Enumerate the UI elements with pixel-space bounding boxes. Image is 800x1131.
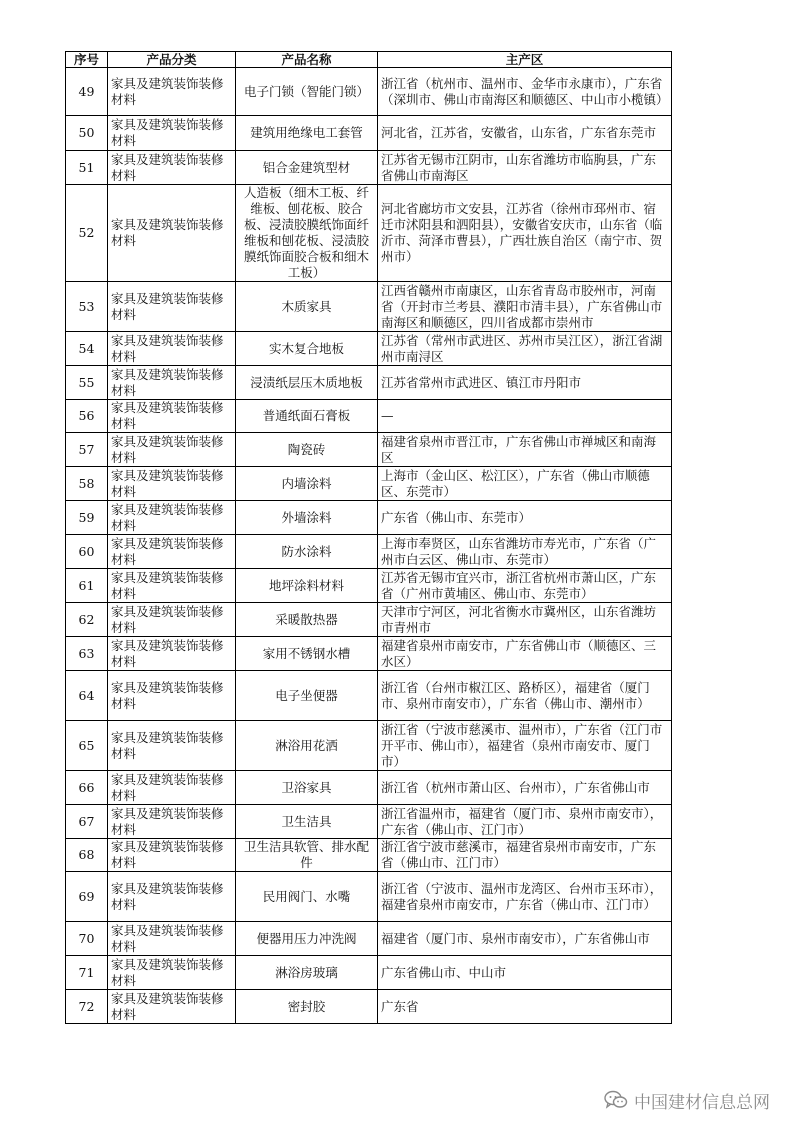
cell-no: 55 [66, 366, 108, 400]
watermark [604, 1087, 770, 1113]
cell-no: 70 [66, 922, 108, 956]
cell-no: 50 [66, 116, 108, 151]
table-row [66, 185, 672, 282]
table-row [66, 637, 672, 671]
cell-no: 72 [66, 990, 108, 1024]
cell-area: 浙江省（杭州市萧山区、台州市），广东省佛山市 [378, 771, 672, 805]
cell-category: 家具及建筑装饰装修材料 [108, 400, 236, 433]
cell-name: 浸渍纸层压木质地板 [236, 366, 378, 400]
cell-name: 民用阀门、水嘴 [236, 872, 378, 922]
header-no: 序号 [66, 52, 108, 68]
table-header-row [66, 52, 672, 68]
cell-no: 49 [66, 68, 108, 116]
cell-name: 陶瓷砖 [236, 433, 378, 467]
table-row [66, 535, 672, 569]
cell-area: 浙江省（宁波市、温州市龙湾区、台州市玉环市），福建省泉州市南安市，广东省（佛山市、江门市） [378, 872, 672, 922]
cell-name: 外墙涂料 [236, 501, 378, 535]
cell-no: 59 [66, 501, 108, 535]
cell-category: 家具及建筑装饰装修材料 [108, 839, 236, 872]
cell-area: 福建省泉州市南安市，广东省佛山市（顺德区、三水区） [378, 637, 672, 671]
cell-area: 江苏省（常州市武进区、苏州市吴江区），浙江省湖州市南浔区 [378, 332, 672, 366]
cell-area: 上海市（金山区、松江区），广东省（佛山市顺德区、东莞市） [378, 467, 672, 501]
cell-category: 家具及建筑装饰装修材料 [108, 185, 236, 282]
table-row [66, 603, 672, 637]
cell-name: 人造板（细木工板、纤维板、刨花板、胶合板、浸渍胶膜纸饰面纤维板和刨花板、浸渍胶膜纸饰面胶合板和细木工板） [236, 185, 378, 282]
cell-area: 浙江省（台州市椒江区、路桥区），福建省（厦门市、泉州市南安市），广东省（佛山市、潮州市） [378, 671, 672, 721]
cell-category: 家具及建筑装饰装修材料 [108, 501, 236, 535]
cell-category: 家具及建筑装饰装修材料 [108, 805, 236, 839]
cell-name: 淋浴房玻璃 [236, 956, 378, 990]
table-row [66, 282, 672, 332]
cell-no: 63 [66, 637, 108, 671]
cell-area: 广东省 [378, 990, 672, 1024]
cell-name: 密封胶 [236, 990, 378, 1024]
cell-no: 54 [66, 332, 108, 366]
table-row [66, 501, 672, 535]
cell-name: 家用不锈钢水槽 [236, 637, 378, 671]
table-row [66, 116, 672, 151]
table-row [66, 332, 672, 366]
table-row [66, 671, 672, 721]
cell-category: 家具及建筑装饰装修材料 [108, 535, 236, 569]
cell-category: 家具及建筑装饰装修材料 [108, 671, 236, 721]
header-category: 产品分类 [108, 52, 236, 68]
product-table [65, 51, 672, 1024]
cell-name: 地坪涂料材料 [236, 569, 378, 603]
table-body [66, 68, 672, 1024]
cell-category: 家具及建筑装饰装修材料 [108, 569, 236, 603]
cell-area: 福建省（厦门市、泉州市南安市），广东省佛山市 [378, 922, 672, 956]
cell-no: 60 [66, 535, 108, 569]
cell-name: 防水涂料 [236, 535, 378, 569]
table-row [66, 839, 672, 872]
cell-name: 木质家具 [236, 282, 378, 332]
cell-category: 家具及建筑装饰装修材料 [108, 332, 236, 366]
cell-area: 浙江省（杭州市、温州市、金华市永康市），广东省（深圳市、佛山市南海区和顺德区、中山市小榄镇） [378, 68, 672, 116]
header-name: 产品名称 [236, 52, 378, 68]
cell-no: 69 [66, 872, 108, 922]
cell-name: 普通纸面石膏板 [236, 400, 378, 433]
cell-name: 内墙涂料 [236, 467, 378, 501]
table-row [66, 433, 672, 467]
cell-no: 64 [66, 671, 108, 721]
cell-name: 淋浴用花洒 [236, 721, 378, 771]
table-row [66, 805, 672, 839]
cell-area: — [378, 400, 672, 433]
cell-category: 家具及建筑装饰装修材料 [108, 68, 236, 116]
table-row [66, 922, 672, 956]
table-row [66, 400, 672, 433]
table-row [66, 990, 672, 1024]
cell-area: 江苏省无锡市宜兴市，浙江省杭州市萧山区，广东省（广州市黄埔区、佛山市、东莞市） [378, 569, 672, 603]
table-row [66, 151, 672, 185]
cell-area: 浙江省温州市，福建省（厦门市、泉州市南安市），广东省（佛山市、江门市） [378, 805, 672, 839]
cell-category: 家具及建筑装饰装修材料 [108, 637, 236, 671]
cell-category: 家具及建筑装饰装修材料 [108, 282, 236, 332]
cell-area: 广东省佛山市、中山市 [378, 956, 672, 990]
cell-area: 广东省（佛山市、东莞市） [378, 501, 672, 535]
watermark-text: 中国建材信息总网 [634, 1092, 770, 1113]
cell-name: 卫生洁具软管、排水配件 [236, 839, 378, 872]
cell-area: 浙江省（宁波市慈溪市、温州市），广东省（江门市开平市、佛山市），福建省（泉州市南安市、厦门市） [378, 721, 672, 771]
cell-no: 57 [66, 433, 108, 467]
cell-name: 铝合金建筑型材 [236, 151, 378, 185]
cell-area: 上海市奉贤区，山东省潍坊市寿光市，广东省（广州市白云区、佛山市、东莞市） [378, 535, 672, 569]
table-row [66, 956, 672, 990]
cell-no: 58 [66, 467, 108, 501]
header-area: 主产区 [378, 52, 672, 68]
cell-name: 采暖散热器 [236, 603, 378, 637]
cell-category: 家具及建筑装饰装修材料 [108, 151, 236, 185]
table-row [66, 467, 672, 501]
cell-area: 河北省，江苏省，安徽省，山东省，广东省东莞市 [378, 116, 672, 151]
cell-category: 家具及建筑装饰装修材料 [108, 771, 236, 805]
cell-category: 家具及建筑装饰装修材料 [108, 956, 236, 990]
cell-area: 江苏省常州市武进区、镇江市丹阳市 [378, 366, 672, 400]
cell-no: 52 [66, 185, 108, 282]
table-row [66, 872, 672, 922]
cell-area: 河北省廊坊市文安县，江苏省（徐州市邳州市、宿迁市沭阳县和泗阳县），安徽省安庆市，山东省（临沂市、菏泽市曹县），广西壮族自治区（南宁市、贺州市） [378, 185, 672, 282]
wechat-icon [604, 1090, 628, 1110]
table-row [66, 721, 672, 771]
cell-category: 家具及建筑装饰装修材料 [108, 366, 236, 400]
cell-category: 家具及建筑装饰装修材料 [108, 467, 236, 501]
table-row [66, 366, 672, 400]
cell-no: 61 [66, 569, 108, 603]
cell-area: 浙江省宁波市慈溪市，福建省泉州市南安市，广东省（佛山市、江门市） [378, 839, 672, 872]
cell-area: 江苏省无锡市江阴市，山东省潍坊市临朐县，广东省佛山市南海区 [378, 151, 672, 185]
cell-category: 家具及建筑装饰装修材料 [108, 721, 236, 771]
cell-no: 71 [66, 956, 108, 990]
cell-no: 68 [66, 839, 108, 872]
cell-category: 家具及建筑装饰装修材料 [108, 433, 236, 467]
cell-category: 家具及建筑装饰装修材料 [108, 116, 236, 151]
table-row [66, 68, 672, 116]
table-row [66, 771, 672, 805]
cell-name: 建筑用绝缘电工套管 [236, 116, 378, 151]
cell-area: 福建省泉州市晋江市，广东省佛山市禅城区和南海区 [378, 433, 672, 467]
cell-category: 家具及建筑装饰装修材料 [108, 990, 236, 1024]
cell-area: 江西省赣州市南康区，山东省青岛市胶州市，河南省（开封市兰考县、濮阳市清丰县），广东省佛山市南海区和顺德区，四川省成都市崇州市 [378, 282, 672, 332]
cell-name: 电子门锁（智能门锁） [236, 68, 378, 116]
cell-area: 天津市宁河区，河北省衡水市冀州区，山东省潍坊市青州市 [378, 603, 672, 637]
cell-name: 便器用压力冲洗阀 [236, 922, 378, 956]
cell-no: 62 [66, 603, 108, 637]
cell-name: 卫浴家具 [236, 771, 378, 805]
table-row [66, 569, 672, 603]
cell-no: 56 [66, 400, 108, 433]
cell-category: 家具及建筑装饰装修材料 [108, 922, 236, 956]
cell-no: 53 [66, 282, 108, 332]
cell-category: 家具及建筑装饰装修材料 [108, 603, 236, 637]
cell-no: 65 [66, 721, 108, 771]
cell-name: 卫生洁具 [236, 805, 378, 839]
cell-name: 电子坐便器 [236, 671, 378, 721]
cell-no: 66 [66, 771, 108, 805]
cell-no: 51 [66, 151, 108, 185]
cell-category: 家具及建筑装饰装修材料 [108, 872, 236, 922]
cell-name: 实木复合地板 [236, 332, 378, 366]
cell-no: 67 [66, 805, 108, 839]
